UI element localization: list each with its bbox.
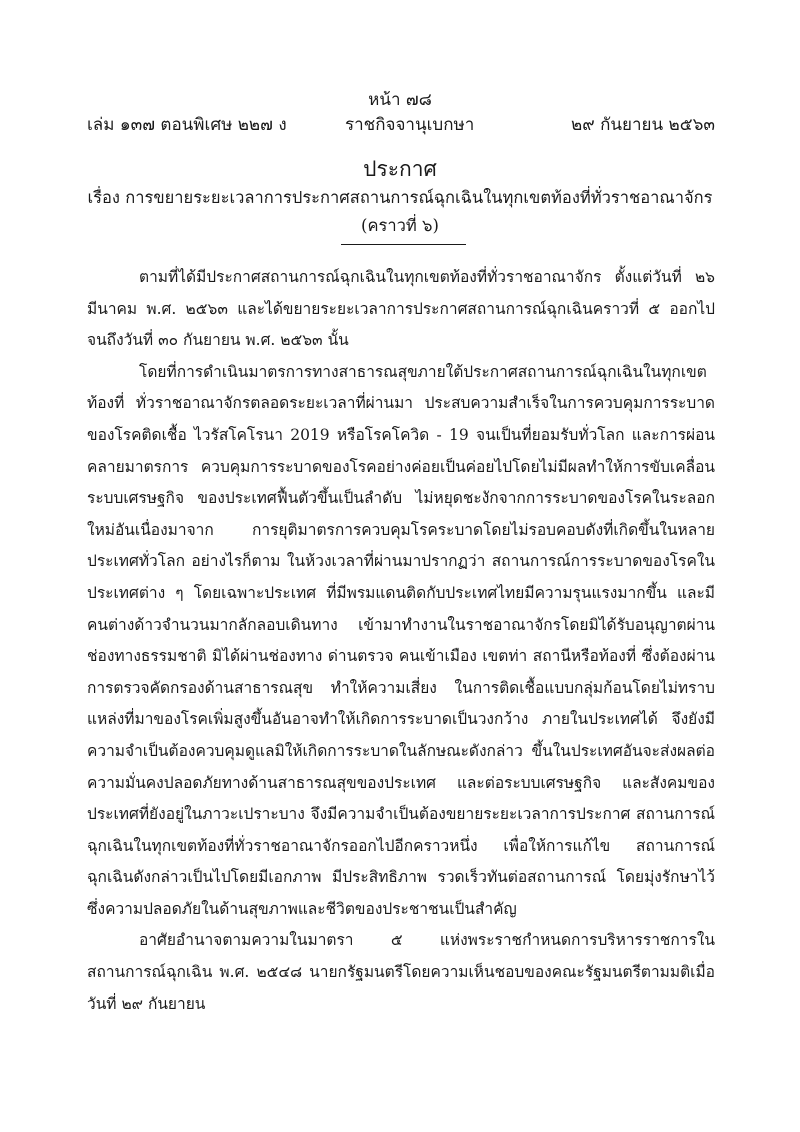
running-header	[87, 111, 715, 135]
gazette-name: ราชกิจจานุเบกษา	[345, 115, 475, 135]
document-title: ประกาศ	[363, 157, 437, 181]
publication-date: ๒๙ กันยายน ๒๕๖๓	[571, 115, 715, 135]
page-number: หน้า ๗๘	[368, 90, 432, 110]
document-body	[87, 262, 715, 1020]
paragraph-2: โดยที่การดำเนินมาตรการทางสาธารณสุขภายใต้ประกาศสถานการณ์ฉุกเฉินในทุกเขตท้องที่ ทั่วราชอาณาจักรตลอดระยะเวลาที่ผ่านมา ประสบความสำเร็จในการควบคุมการระบาดของโรคติดเชื้อ ไวรัสโคโรนา 2019 หรือโรคโควิด - 19 จนเป็นที่ยอมรับทั่วโลก และการผ่อนคลายมาตรการ ควบคุมการระบาดของโรคอย่างค่อยเป็นค่อยไปโดยไม่มีผลทำให้การขับเคลื่อนระบบเศรษฐกิจ ของประเทศฟื้นตัวขึ้นเป็นลำดับ ไม่หยุดชะงักจากการระบาดของโรคในระลอกใหม่อันเนื่องมาจาก การยุติมาตรการควบคุมโรคระบาดโดยไม่รอบคอบดังที่เกิดขึ้นในหลายประเทศทั่วโลก อย่างไรก็ตาม ในห้วงเวลาที่ผ่านมาปรากฏว่า สถานการณ์การระบาดของโรคในประเทศต่าง ๆ โดยเฉพาะประเทศ ที่มีพรมแดนติดกับประเทศไทยมีความรุนแรงมากขึ้น และมีคนต่างด้าวจำนวนมากลักลอบเดินทาง เข้ามาทำงานในราชอาณาจักรโดยมิได้รับอนุญาตผ่านช่องทางธรรมชาติ มิได้ผ่านช่องทาง ด่านตรวจ คนเข้าเมือง เขตท่า สถานีหรือท้องที่ ซึ่งต้องผ่านการตรวจคัดกรองด้านสาธารณสุข ทำให้ความเสี่ยง ในการติดเชื้อแบบกลุ่มก้อนโดยไม่ทราบแหล่งที่มาของโรคเพิ่มสูงขึ้นอันอาจทำให้เกิดการระบาดเป็นวงกว้าง ภายในประเทศได้ จึงยังมีความจำเป็นต้องควบคุมดูแลมิให้เกิดการระบาดในลักษณะดังกล่าว ขึ้นในประเทศอันจะส่งผลต่อความมั่นคงปลอดภัยทางด้านสาธารณสุขของประเทศ และต่อระบบเศรษฐกิจ และสังคมของประเทศที่ยังอยู่ในภาวะเปราะบาง จึงมีความจำเป็นต้องขยายระยะเวลาการประกาศ สถานการณ์ฉุกเฉินในทุกเขตท้องที่ทั่วราชอาณาจักรออกไปอีกคราวหนึ่ง เพื่อให้การแก้ไข สถานการณ์ฉุกเฉินดังกล่าวเป็นไปโดยมีเอกภาพ มีประสิทธิภาพ รวดเร็วทันต่อสถานการณ์ โดยมุ่งรักษาไว้ซึ่งความปลอดภัยในด้านสุขภาพและชีวิตของประชาชนเป็นสำคัญ	[87, 362, 715, 918]
title-divider	[341, 244, 466, 245]
announcement-round: (คราวที่ ๖)	[361, 216, 439, 235]
document-subject: เรื่อง การขยายระยะเวลาการประกาศสถานการณ์ฉุกเฉินในทุกเขตท้องที่ทั่วราชอาณาจักร	[87, 188, 713, 207]
paragraph-3: อาศัยอำนาจตามความในมาตรา ๕ แห่งพระราชกำหนดการบริหารราชการในสถานการณ์ฉุกเฉิน พ.ศ. ๒๕๔๘ นายกรัฐมนตรีโดยความเห็นชอบของคณะรัฐมนตรีตามมติเมื่อวันที่ ๒๙ กันยายน	[87, 931, 715, 1013]
volume-issue: เล่ม ๑๓๗ ตอนพิเศษ ๒๒๗ ง	[87, 115, 287, 135]
paragraph-1: ตามที่ได้มีประกาศสถานการณ์ฉุกเฉินในทุกเขตท้องที่ทั่วราชอาณาจักร ตั้งแต่วันที่ ๒๖ มีนาคม พ.ศ. ๒๕๖๓ และได้ขยายระยะเวลาการประกาศสถานการณ์ฉุกเฉินคราวที่ ๕ ออกไปจนถึงวันที่ ๓๐ กันยายน พ.ศ. ๒๕๖๓ นั้น	[87, 268, 715, 350]
